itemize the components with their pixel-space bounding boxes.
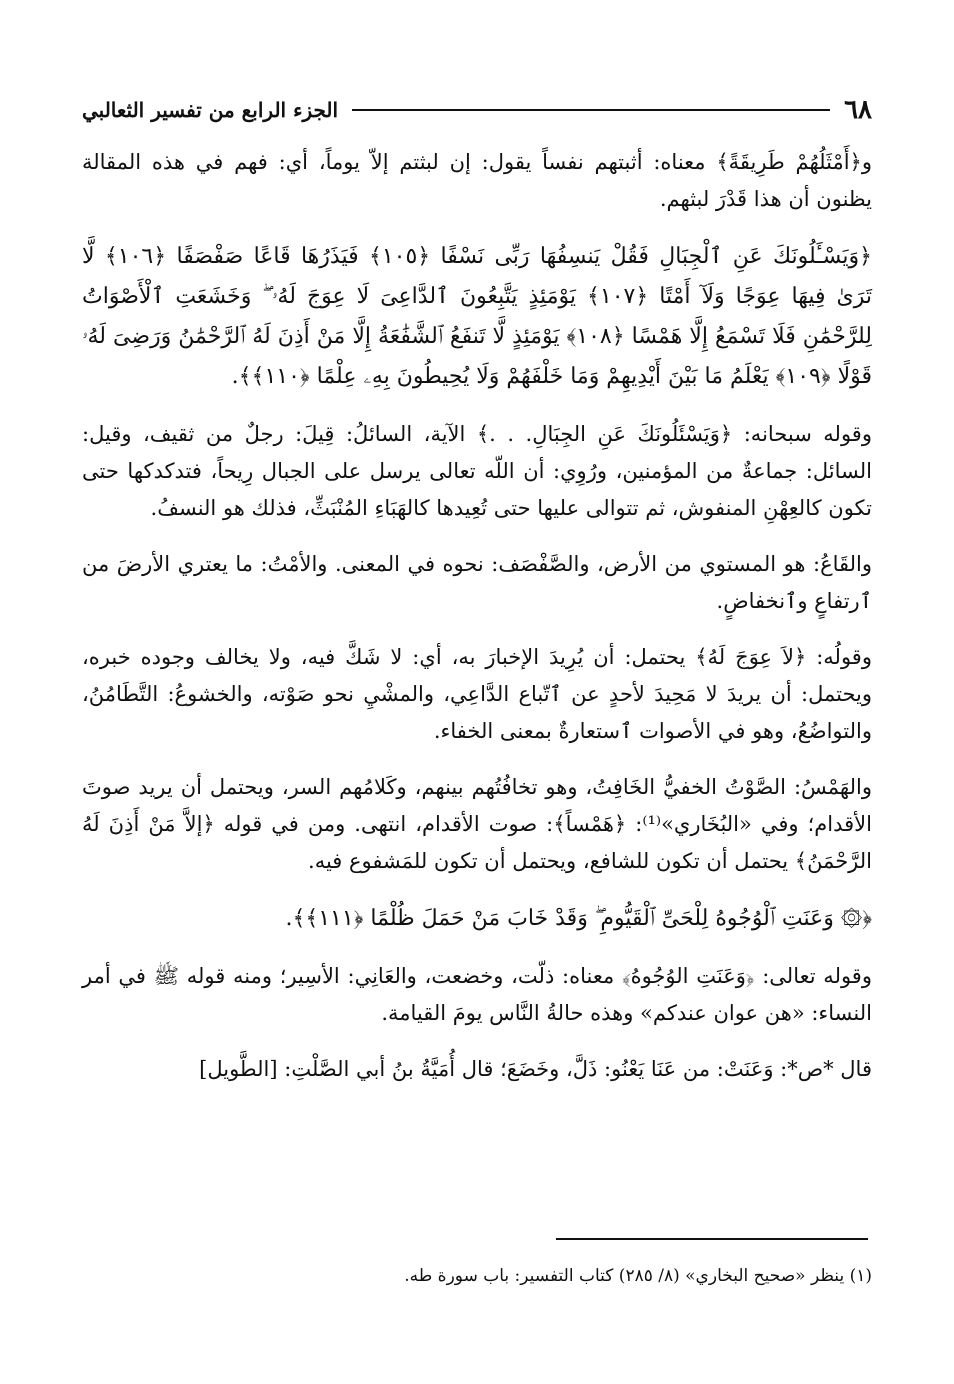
paragraph-7: قال *ص*: وَعَنَتْ: من عَنَا يَعْنُو: ذَلَّ، وخَضَعَ؛ قال أُمَيَّةُ بنُ أبي الصَّلْتِ: [الطَّويل] [199,1057,872,1081]
paragraph-2: وقوله سبحانه: ﴿وَيَسْئَلُونَكَ عَنِ الجِبَالِ. . .﴾ الآية، السائلُ: قِيلَ: رجلٌ من ثقيف، وقيل: السائل: جماعةٌ من المؤمنين، ورُوِي: أن اللّه تعالى يرسل على الجبال رِيحاً، فتدكدكها حتى تكون كالعِهْنِ المنفوش، ثم تتوالى عليها حتى تُعِيدها كالهَبَاءِ المُنْبَثِّ، فذلك هو النسفُ. [82,422,872,520]
paragraph-1: و﴿أَمْثَلُهُمْ طَرِيقَةً﴾ معناه: أثبتهم نفساً يقول: إن لبثتم إلاّ يوماً، أي: فهم في هذه المقالة يظنون أن هذا قَدْرَ لبثهم. [82,150,872,211]
page-number: ٦٨ [844,95,872,125]
quran-verse-111: ﴿۞ وَعَنَتِ ٱلْوُجُوهُ لِلْحَىِّ ٱلْقَيُّومِ ۖ وَقَدْ خَابَ مَنْ حَمَلَ ظُلْمًا ﴿١١١﴾﴾. [285,906,872,931]
paragraph-4: وقولُه: ﴿لاَ عِوَجَ لَهُ﴾ يحتمل: أن يُرِيدَ الإخبارَ به، أي: لا شَكَّ فيه، ولا يخالف وجوده خبره، ويحتمل: أن يريدَ لا مَحِيدَ لأحدٍ عن ٱتّباع الدَّاعِي، والمشْيِ نحو صَوْته، والخشوعُ: التَّطَامُنُ، والتواضُعُ، وهو في الأصوات ٱستعارةٌ بمعنى الخفاء. [82,645,872,743]
page-body [82,90,872,1088]
quran-verses-105-110: ﴿وَيَسْـَٔلُونَكَ عَنِ ٱلْجِبَالِ فَقُلْ يَنسِفُهَا رَبِّى نَسْفًا ﴿١٠٥﴾ فَيَذَرُهَا قَاعًا صَفْصَفًا ﴿١٠٦﴾ لَّا تَرَىٰ فِيهَا عِوَجًا وَلَآ أَمْتًا ﴿١٠٧﴾ يَوْمَئِذٍ يَتَّبِعُونَ ٱلدَّاعِىَ لَا عِوَجَ لَهُۥ ۖ وَخَشَعَتِ ٱلْأَصْوَاتُ لِلرَّحْمَٰنِ فَلَا تَسْمَعُ إِلَّا هَمْسًا ﴿١٠٨﴾ يَوْمَئِذٍ لَّا تَنفَعُ ٱلشَّفَٰعَةُ إِلَّا مَنْ أَذِنَ لَهُ ٱلرَّحْمَٰنُ وَرَضِىَ لَهُۥ قَوْلًا ﴿١٠٩﴾ يَعْلَمُ مَا بَيْنَ أَيْدِيهِمْ وَمَا خَلْفَهُمْ وَلَا يُحِيطُونَ بِهِۦ عِلْمًا ﴿١١٠﴾﴾. [82,244,872,389]
paragraph-6: وقوله تعالى: ﴿وَعَنَتِ الوُجُوهُ﴾ معناه: ذلّت، وخضعت، والعَانِي: الأسِير؛ ومنه قوله ﷺ في أمر النساء: «هن عوان عندكم» وهذه حالةُ النَّاس يومَ القيامة. [82,964,872,1025]
footnote-rule [556,1238,868,1240]
running-title: الجزء الرابع من تفسير الثعالبي [82,98,339,122]
header-rule [352,109,830,111]
paragraph-5: والهَمْسُ: الصَّوْتُ الخفيُّ الخَافِتُ، وهو تخافُتُهم بينهم، وكَلامُهم السر، ويحتمل أن يريد صوتَ الأقدام؛ وفي «البُخَاري»⁽¹⁾: ﴿هَمْساً﴾: صوت الأقدام، انتهى. ومن في قوله ﴿إلاَّ مَنْ أَذِنَ لَهُ الرَّحْمَنُ﴾ يحتمل أن تكون للشافع، ويحتمل أن تكون للمَشفوع فيه. [82,775,872,873]
footnote: (١) ينظر «صحيح البخاري» (٨/ ٢٨٥) كتاب التفسير: باب سورة طه. [404,1266,872,1286]
paragraph-3: والقَاعُ: هو المستوي من الأرض، والصَّفْصَف: نحوه في المعنى. والأمْتُ: ما يعتري الأرضَ من ٱرتفاعٍ وٱنخفاضٍ. [82,552,872,613]
page-header [82,90,872,130]
